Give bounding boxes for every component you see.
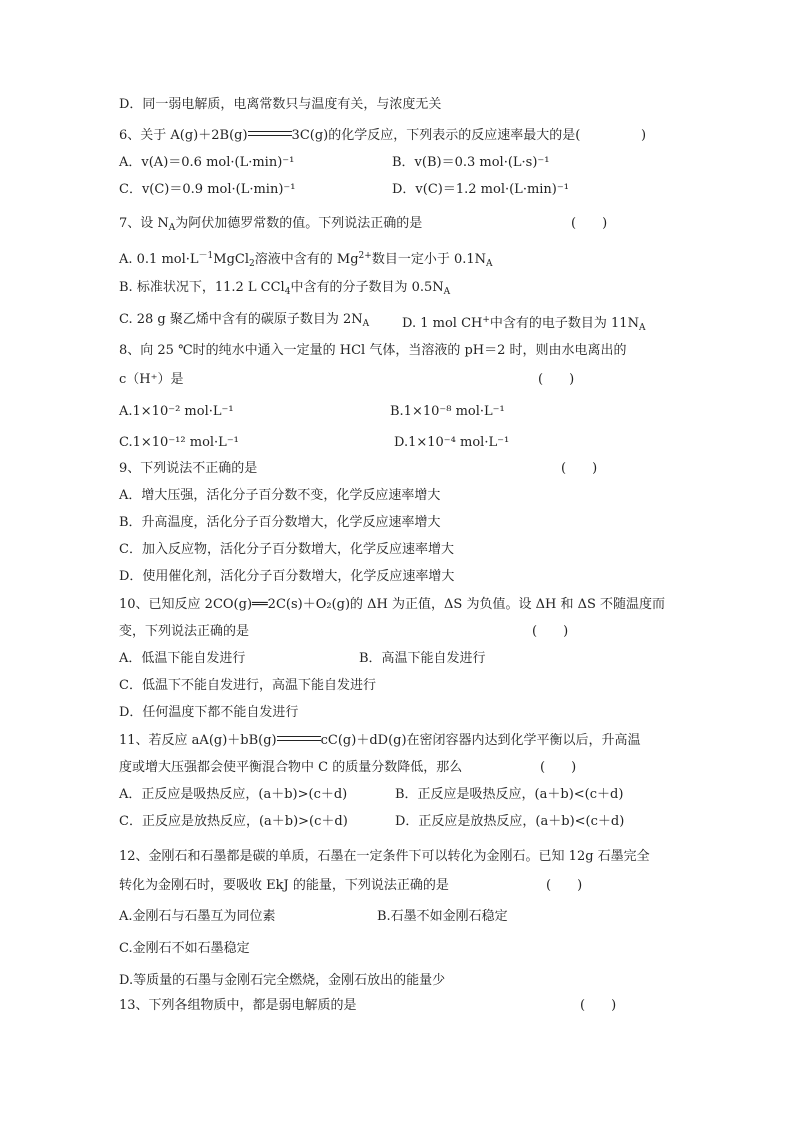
text: MgCl (213, 252, 250, 267)
text: A (486, 259, 493, 269)
equilibrium-arrow-icon (248, 128, 292, 140)
text: D．正反应是放热反应，(a＋b)<(c＋d) (395, 814, 625, 829)
text: 转化为金刚石时，要吸收 EkJ 的能量，下列说法正确的是 (119, 878, 449, 893)
text: －1 (198, 251, 214, 261)
q7-option-c (119, 311, 369, 333)
text: A (638, 323, 646, 333)
q12-option-a (119, 908, 276, 926)
text: D．v(C)＝1.2 mol·(L·min)⁻¹ (392, 182, 569, 197)
q7-stem (119, 215, 422, 237)
text: C．正反应是放热反应，(a＋b)>(c＋d) (119, 814, 348, 829)
text: A．低温下能自发进行 (119, 651, 246, 666)
q13-stem (119, 997, 357, 1015)
q8-paren (538, 371, 574, 389)
q8-option-d (394, 434, 509, 452)
q11-stem-line1 (119, 732, 641, 750)
text: ( ) (561, 461, 598, 476)
q8-option-c (119, 434, 239, 452)
text: C.1×10⁻¹² mol·L⁻¹ (119, 435, 239, 450)
q10-stem-line1 (119, 596, 665, 614)
text: 13、下列各组物质中，都是弱电解质的是 (119, 998, 357, 1013)
text: 中含有的分子数目为 0.5N (290, 280, 444, 295)
text: C.金刚石不如石墨稳定 (119, 941, 250, 956)
text: A. 0.1 mol·L (119, 252, 199, 267)
q9-option-d (119, 568, 454, 586)
text: C. 28 g 聚乙烯中含有的碳原子数目为 2N (119, 312, 363, 327)
q10-option-a (119, 650, 245, 668)
text: 溶液中含有的 Mg (254, 252, 359, 267)
text: C．v(C)＝0.9 mol·(L·min)⁻¹ (119, 182, 296, 197)
text: A．增大压强，活化分子百分数不变，化学反应速率增大 (119, 488, 441, 503)
text: B.1×10⁻⁸ mol·L⁻¹ (390, 404, 505, 419)
q10-paren (532, 623, 568, 641)
text: 7、设 N (119, 216, 169, 231)
q6-option-c (119, 181, 295, 199)
text: A (362, 319, 370, 329)
text: 度或增大压强都会使平衡混合物中 C 的质量分数降低，那么 (119, 760, 463, 775)
text: 3C(g)的化学反应，下列表示的反应速率最大的是( (291, 128, 581, 143)
q7-option-d (402, 311, 645, 337)
q12-option-d (119, 972, 445, 990)
q10-option-c (119, 677, 376, 695)
q11-option-a (119, 786, 347, 804)
text: ( ) (571, 216, 608, 231)
q8-stem-line1 (119, 342, 627, 360)
text: C．加入反应物，活化分子百分数增大，化学反应速率增大 (119, 542, 454, 557)
q6-option-a (119, 154, 294, 172)
text: ( ) (538, 372, 575, 387)
text: 9、下列说法不正确的是 (119, 461, 258, 476)
text: 2 (249, 259, 255, 269)
text: ( ) (546, 878, 583, 893)
text: D．使用催化剂，活化分子百分数增大，化学反应速率增大 (119, 569, 455, 584)
q9-option-c (119, 541, 454, 559)
q9-stem (119, 460, 257, 478)
q11-option-b (395, 786, 623, 804)
text: D．任何温度下都不能自发进行 (119, 705, 299, 720)
q10-option-b (359, 650, 486, 668)
text: 2+ (358, 251, 372, 261)
text: ( ) (580, 998, 617, 1013)
equilibrium-arrow-icon (277, 733, 321, 745)
q10-option-d (119, 704, 298, 722)
q6-stem (119, 127, 580, 145)
text: D.等质量的石墨与金刚石完全燃烧，金刚石放出的能量少 (119, 973, 446, 988)
text: B.石墨不如金刚石稳定 (377, 909, 508, 924)
q9-option-a (119, 487, 440, 505)
q12-paren (546, 877, 582, 895)
q6-paren (641, 127, 646, 145)
text: ( ) (532, 624, 569, 639)
q8-stem-line2 (119, 371, 183, 389)
q11-option-d (395, 813, 624, 831)
q9-option-b (119, 514, 441, 532)
q7-paren (571, 215, 607, 233)
text: B．正反应是吸热反应，(a＋b)<(c＋d) (395, 787, 624, 802)
text: D. 1 mol CH (402, 316, 483, 331)
q11-option-c (119, 813, 348, 831)
q12-option-b (377, 908, 508, 926)
text: c（H⁺）是 (119, 372, 184, 387)
text: B. 标准状况下，11.2 L CCl (119, 280, 285, 295)
q6-option-b (392, 154, 550, 172)
text: B．高温下能自发进行 (359, 651, 486, 666)
text: A.金刚石与石墨互为同位素 (119, 909, 276, 924)
q7-option-a (119, 247, 493, 273)
text: 数目一定小于 0.1N (371, 252, 486, 267)
q12-stem-line1 (119, 848, 650, 866)
text: D．同一弱电解质，电离常数只与温度有关，与浓度无关 (119, 97, 442, 112)
text: ( ) (540, 760, 577, 775)
text: 8、向 25 ℃时的纯水中通入一定量的 HCl 气体，当溶液的 pH＝2 时，则由水电离出的 (119, 343, 627, 358)
text: 变，下列说法正确的是 (119, 624, 250, 639)
q7-option-b (119, 279, 450, 301)
text: B．v(B)＝0.3 mol·(L·s)⁻¹ (392, 155, 550, 170)
text: A.1×10⁻² mol·L⁻¹ (119, 404, 234, 419)
text: 12、金刚石和石墨都是碳的单质，石墨在一定条件下可以转化为金刚石。已知 12g 石墨完全 (119, 849, 650, 864)
q11-paren (540, 759, 576, 777)
text: + (482, 315, 490, 325)
text: A．v(A)＝0.6 mol·(L·min)⁻¹ (119, 155, 295, 170)
q13-paren (580, 997, 616, 1015)
q10-stem-line2 (119, 623, 249, 641)
text: ) (641, 128, 647, 143)
text: A (443, 287, 451, 297)
text: A．正反应是吸热反应，(a＋b)>(c＋d) (119, 787, 348, 802)
text: 中含有的电子数目为 11N (489, 316, 639, 331)
q9-paren (561, 460, 597, 478)
q12-stem-line2 (119, 877, 449, 895)
text: B．升高温度，活化分子百分数增大，化学反应速率增大 (119, 515, 441, 530)
text: 4 (284, 287, 291, 297)
text: 6、关于 A(g)＋2B(g) (119, 128, 248, 143)
text: D.1×10⁻⁴ mol·L⁻¹ (394, 435, 510, 450)
text: A (168, 223, 176, 233)
q11-stem-line2 (119, 759, 462, 777)
q8-option-b (390, 403, 505, 421)
text: cC(g)＋dD(g)在密闭容器内达到化学平衡以后，升高温 (320, 733, 641, 748)
text: 11、若反应 aA(g)＋bB(g) (119, 733, 277, 748)
q6-option-d (392, 181, 569, 199)
text: 为阿伏加德罗常数的值。下列说法正确的是 (175, 216, 423, 231)
q8-option-a (119, 403, 234, 421)
text: 10、已知反应 2CO(g)══2C(s)＋O₂(g)的 ΔH 为正值，ΔS 为负值。设 ΔH 和 ΔS 不随温度而 (119, 597, 666, 612)
text: C．低温下不能自发进行，高温下能自发进行 (119, 678, 376, 693)
q5-option-d (119, 96, 441, 114)
q12-option-c (119, 940, 250, 958)
